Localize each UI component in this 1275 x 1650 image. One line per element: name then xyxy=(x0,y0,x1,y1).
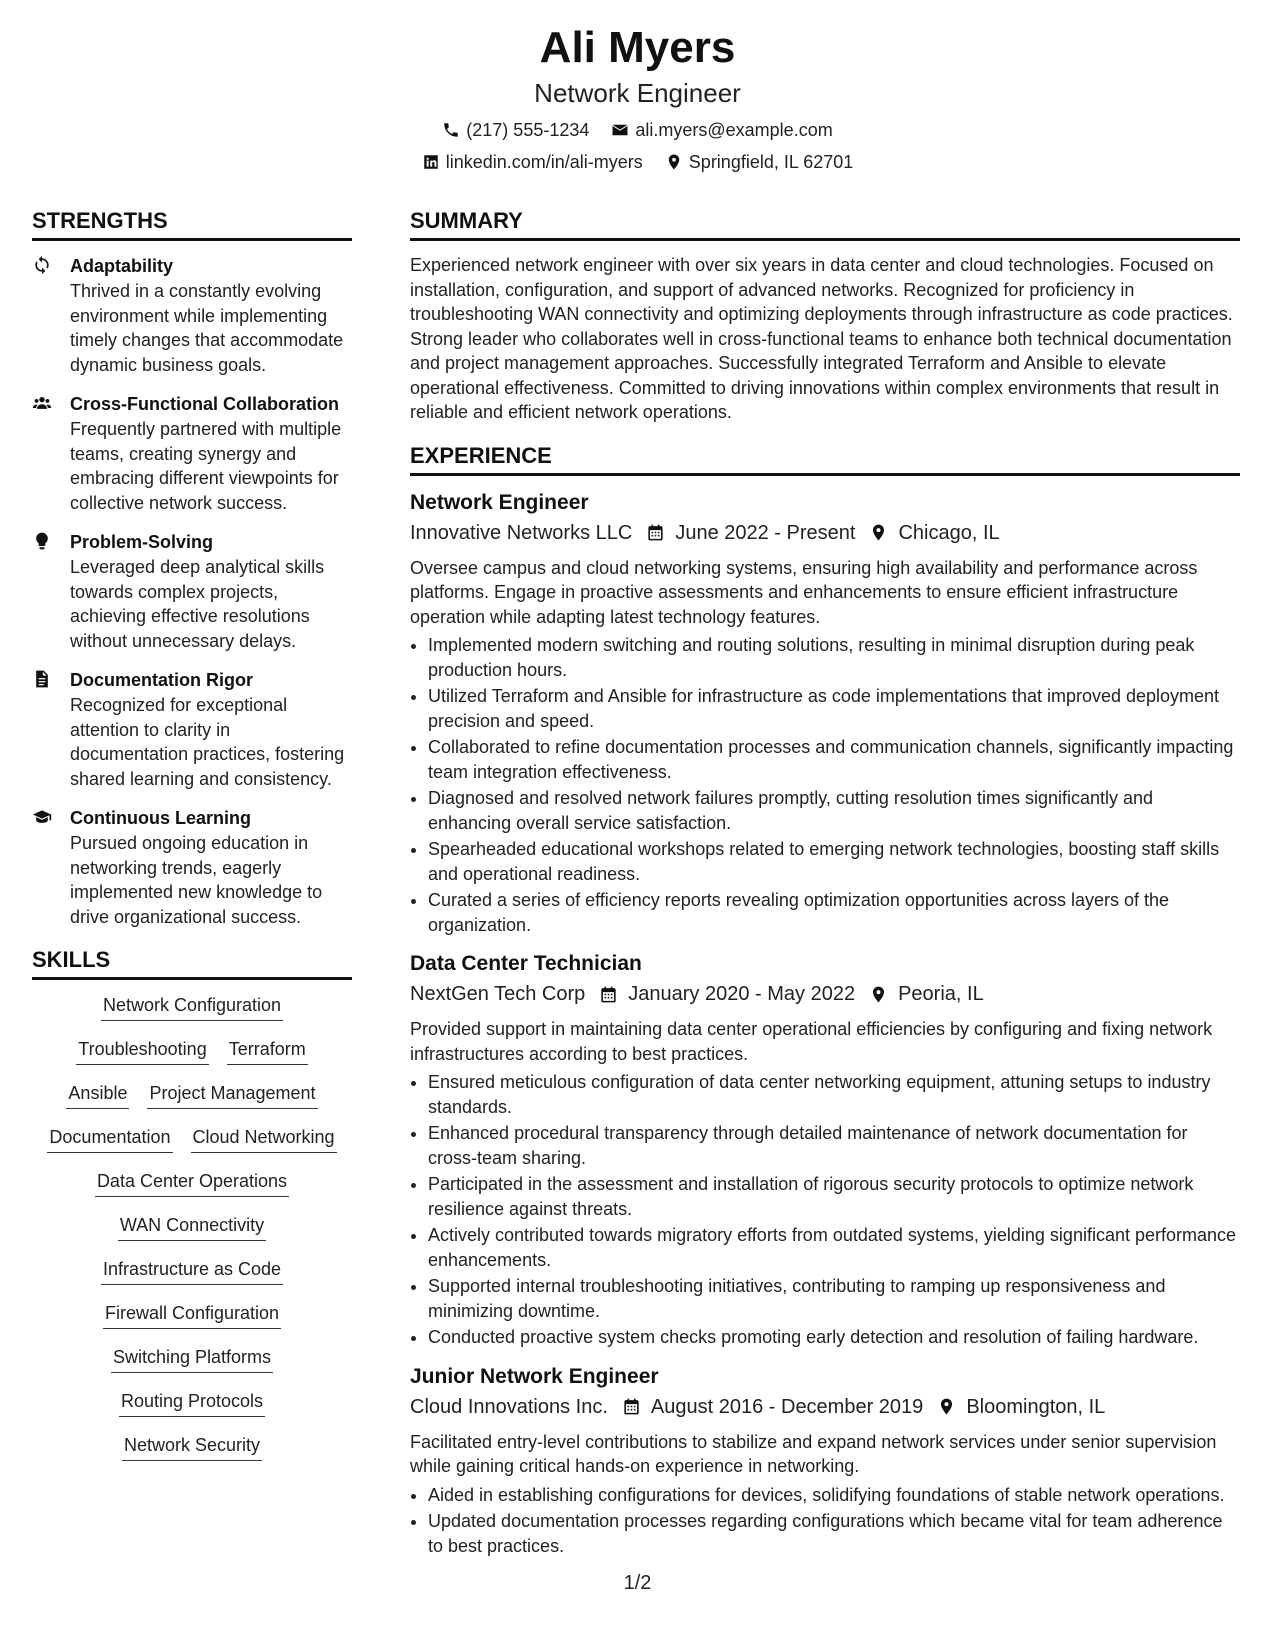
strength-item xyxy=(32,391,352,515)
job-bullet: • Participated in the assessment and installation of rigorous security protocols to optimize network resilience against threats. xyxy=(428,1172,1240,1221)
job-meta xyxy=(410,1392,1240,1422)
calendar-icon xyxy=(599,985,618,1004)
job-bullet: • Enhanced procedural transparency through detailed maintenance of network documentation for cross-team sharing. xyxy=(428,1121,1240,1170)
calendar-icon xyxy=(646,523,665,542)
strength-name: Documentation Rigor xyxy=(70,670,253,690)
contact-location xyxy=(665,150,853,174)
left-column xyxy=(32,206,352,1476)
map-pin-icon xyxy=(665,153,683,171)
job-title: Network Engineer xyxy=(410,490,589,514)
resume-header xyxy=(0,20,1275,174)
skill-tag: Network Security xyxy=(122,1432,262,1461)
job-dates: January 2020 - May 2022 xyxy=(628,983,856,1005)
skill-tag: Documentation xyxy=(47,1124,172,1153)
skill-tag: Troubleshooting xyxy=(76,1036,208,1065)
job-bullets xyxy=(410,1070,1240,1350)
job-bullet: • Aided in establishing configurations for devices, solidifying foundations of stable network operations. xyxy=(428,1483,1240,1508)
job-meta xyxy=(410,979,1240,1009)
job-entry xyxy=(410,1362,1240,1559)
skill-tag: WAN Connectivity xyxy=(118,1212,266,1241)
job-location: Chicago, IL xyxy=(898,521,1000,544)
job-bullet: • Conducted proactive system checks promoting early detection and resolution of failing hardware. xyxy=(428,1325,1240,1350)
skill-tag: Terraform xyxy=(227,1036,308,1065)
job-bullets xyxy=(410,1483,1240,1559)
job-bullet: • Supported internal troubleshooting initiatives, contributing to ramping up responsiveness and minimizing downtime. xyxy=(428,1274,1240,1323)
linkedin-icon xyxy=(422,153,440,171)
strength-desc: Thrived in a constantly evolving environment while implementing timely changes that accommodate dynamic business goals. xyxy=(70,281,344,375)
location-text: Springfield, IL 62701 xyxy=(688,152,854,172)
page-number: 1/2 xyxy=(623,1572,652,1594)
strength-name: Cross-Functional Collaboration xyxy=(70,394,340,414)
strength-desc: Frequently partnered with multiple teams, creating synergy and embracing different viewpoints for collective network success. xyxy=(70,419,342,513)
summary-heading: SUMMARY xyxy=(410,206,1240,241)
job-title: Junior Network Engineer xyxy=(410,1364,659,1388)
job-bullet: • Utilized Terraform and Ansible for infrastructure as code implementations that improved deployment precision and speed. xyxy=(428,684,1240,733)
job-description: Facilitated entry-level contributions to stabilize and expand network services under senior supervision while gaining critical hands-on experience in networking. xyxy=(410,1431,1217,1476)
graduation-cap-icon xyxy=(32,807,52,827)
envelope-icon xyxy=(611,121,629,139)
contact-linkedin[interactable] xyxy=(422,150,643,174)
strength-desc: Recognized for exceptional attention to clarity in documentation practices, fostering shared learning and consistency. xyxy=(70,695,345,789)
job-dates: August 2016 - December 2019 xyxy=(650,1395,924,1418)
job-bullet: • Ensured meticulous configuration of data center networking equipment, attuning setups to industry standards. xyxy=(428,1070,1240,1119)
job-company: NextGen Tech Corp xyxy=(410,983,586,1005)
job-title: Data Center Technician xyxy=(410,952,642,975)
strength-item xyxy=(32,805,352,929)
strength-name: Adaptability xyxy=(70,256,174,276)
phone-text: (217) 555-1234 xyxy=(466,120,590,140)
contact-row-2 xyxy=(0,150,1275,174)
skill-tag: Switching Platforms xyxy=(111,1344,273,1373)
email-text[interactable]: ali.myers@example.com xyxy=(635,120,833,140)
job-location: Peoria, IL xyxy=(898,983,984,1005)
job-description: Oversee campus and cloud networking systems, ensuring high availability and performance across platforms. Engage in proactive assessments and enhancements to ensure efficient infrastructure operation while adapting latest technology features. xyxy=(410,557,1198,627)
job-entry xyxy=(410,488,1240,938)
job-description: Provided support in maintaining data center operational efficiencies by configuring and fixing network infrastructures according to best practices. xyxy=(410,1019,1213,1064)
lightbulb-icon xyxy=(32,531,52,551)
skill-tag: Ansible xyxy=(66,1080,129,1109)
job-entry xyxy=(410,949,1240,1350)
job-meta xyxy=(410,518,1240,548)
job-bullet: • Implemented modern switching and routing solutions, resulting in minimal disruption during peak production hours. xyxy=(428,633,1240,682)
job-bullet: • Spearheaded educational workshops related to emerging network technologies, boosting staff skills and operational readiness. xyxy=(428,837,1240,886)
job-bullet: • Collaborated to refine documentation processes and communication channels, significantly impacting team integration effectiveness. xyxy=(428,735,1240,784)
linkedin-text[interactable]: linkedin.com/in/ali-myers xyxy=(445,152,643,172)
skills-list xyxy=(32,992,352,1461)
map-pin-icon xyxy=(869,523,888,542)
contact-phone xyxy=(442,118,589,142)
contact-row-1 xyxy=(0,118,1275,142)
strength-item xyxy=(32,667,352,791)
strength-desc: Pursued ongoing education in networking trends, eagerly implemented new knowledge to drive organizational success. xyxy=(70,833,323,927)
summary-text: Experienced network engineer with over six years in data center and cloud technologies. Focused on installation, configuration, and support of advanced networks. Recognized for proficiency in troubleshooting WAN connectivity and optimizing deployments through infrastructure as code practices. Strong leader who collaborates well in cross-functional teams to enhance both technical documentation and project management approaches. Successfully integrated Terraform and Ansible to elevate operational effectiveness. Committed to driving innovations within complex environments that result in reliable and efficient network operations. xyxy=(410,255,1233,422)
strength-item xyxy=(32,529,352,653)
skill-tag: Network Configuration xyxy=(101,992,283,1021)
calendar-icon xyxy=(622,1397,641,1416)
skill-tag: Infrastructure as Code xyxy=(101,1256,283,1285)
contact-email[interactable] xyxy=(611,118,832,142)
map-pin-icon xyxy=(937,1397,956,1416)
strengths-heading: STRENGTHS xyxy=(32,206,352,241)
skill-tag: Routing Protocols xyxy=(119,1388,265,1417)
skill-tag: Project Management xyxy=(147,1080,317,1109)
strength-name: Problem-Solving xyxy=(70,532,214,552)
job-bullet: • Diagnosed and resolved network failures promptly, cutting resolution times significantly and enhancing overall service satisfaction. xyxy=(428,786,1240,835)
strength-item xyxy=(32,253,352,377)
strength-name: Continuous Learning xyxy=(70,808,251,828)
candidate-title: Network Engineer xyxy=(534,78,741,108)
map-pin-icon xyxy=(869,985,888,1004)
job-company: Cloud Innovations Inc. xyxy=(410,1395,608,1418)
job-dates: June 2022 - Present xyxy=(675,521,856,544)
phone-icon xyxy=(442,121,460,139)
users-icon xyxy=(32,393,52,413)
job-location: Bloomington, IL xyxy=(966,1395,1106,1418)
job-bullet: • Actively contributed towards migratory efforts from outdated systems, yielding significant performance enhancements. xyxy=(428,1223,1240,1272)
job-company: Innovative Networks LLC xyxy=(410,521,633,544)
skill-tag: Cloud Networking xyxy=(191,1124,337,1153)
job-bullet: • Updated documentation processes regarding configurations which became vital for team adherence to best practices. xyxy=(428,1509,1240,1558)
skill-tag: Data Center Operations xyxy=(95,1168,289,1197)
skills-heading: SKILLS xyxy=(32,945,352,980)
job-bullet: • Curated a series of efficiency reports revealing optimization opportunities across layers of the organization. xyxy=(428,888,1240,937)
job-bullets xyxy=(410,633,1240,937)
sync-icon xyxy=(32,255,52,275)
experience-heading: EXPERIENCE xyxy=(410,441,1240,476)
strength-desc: Leveraged deep analytical skills towards complex projects, achieving effective resolutions without unnecessary delays. xyxy=(70,557,325,651)
right-column xyxy=(410,206,1240,1570)
document-icon xyxy=(32,669,52,689)
skill-tag: Firewall Configuration xyxy=(103,1300,281,1329)
candidate-name: Ali Myers xyxy=(539,23,736,72)
